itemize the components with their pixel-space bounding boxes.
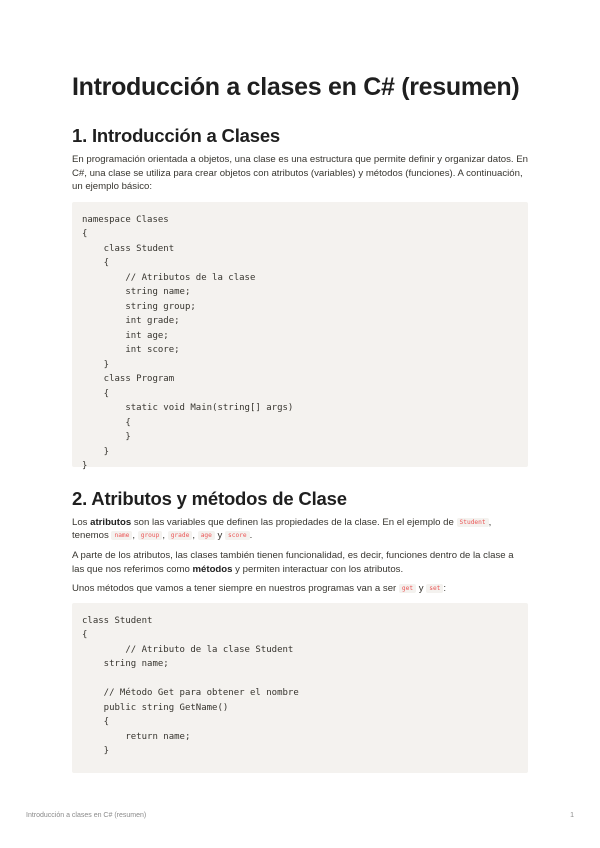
section-2-paragraph-3: Unos métodos que vamos a tener siempre en nuestros programas van a ser get y set : bbox=[72, 583, 447, 595]
code-block-1: namespace Clases { class Student { // Atributos de la clase string name; string group; int grade; int age; int score; } class Program { static void Main(string[] args) { } } } bbox=[72, 202, 528, 467]
inline-code-set: set bbox=[426, 584, 443, 593]
page-footer bbox=[26, 812, 574, 819]
inline-code-score: score bbox=[225, 531, 250, 540]
section-1-paragraph: En programación orientada a objetos, una clase es una estructura que permite definir y organizar datos. En C#, una clase se utiliza para crear objetos con atributos (variables) y métodos (funciones). A continuación, un ejemplo básico: bbox=[72, 154, 528, 193]
bold-term-metodos: métodos bbox=[192, 563, 233, 575]
inline-code-name: name bbox=[111, 531, 132, 540]
inline-code-group: group bbox=[138, 531, 163, 540]
footer-title: Introducción a clases en C# (resumen) bbox=[26, 812, 147, 819]
bold-term-atributos: atributos bbox=[90, 516, 132, 528]
code-block-2: class Student { // Atributo de la clase Student string name; // Método Get para obtener el nombre public string GetName() { return name; } bbox=[72, 603, 528, 773]
section-2-paragraph-1: Los atributos son las variables que definen las propiedades de la clase. En el ejemplo de Student , tenemos name , group , grade , age y score . bbox=[72, 516, 492, 542]
page-title: Introducción a clases en C# (resumen) bbox=[72, 73, 520, 101]
inline-code-grade: grade bbox=[168, 531, 193, 540]
document-page bbox=[72, 72, 528, 773]
inline-code-student: Student bbox=[457, 518, 489, 527]
section-2-heading: 2. Atributos y métodos de Clase bbox=[72, 487, 347, 509]
footer-page-number: 1 bbox=[570, 812, 574, 819]
inline-code-age: age bbox=[198, 531, 215, 540]
section-1-heading: 1. Introducción a Clases bbox=[72, 125, 281, 146]
section-2-paragraph-2: A parte de los atributos, las clases también tienen funcionalidad, es decir, funciones dentro de la clase a las que nos referimos como métodos y permiten interactuar con los atributos. bbox=[72, 549, 514, 575]
inline-code-get: get bbox=[399, 584, 416, 593]
